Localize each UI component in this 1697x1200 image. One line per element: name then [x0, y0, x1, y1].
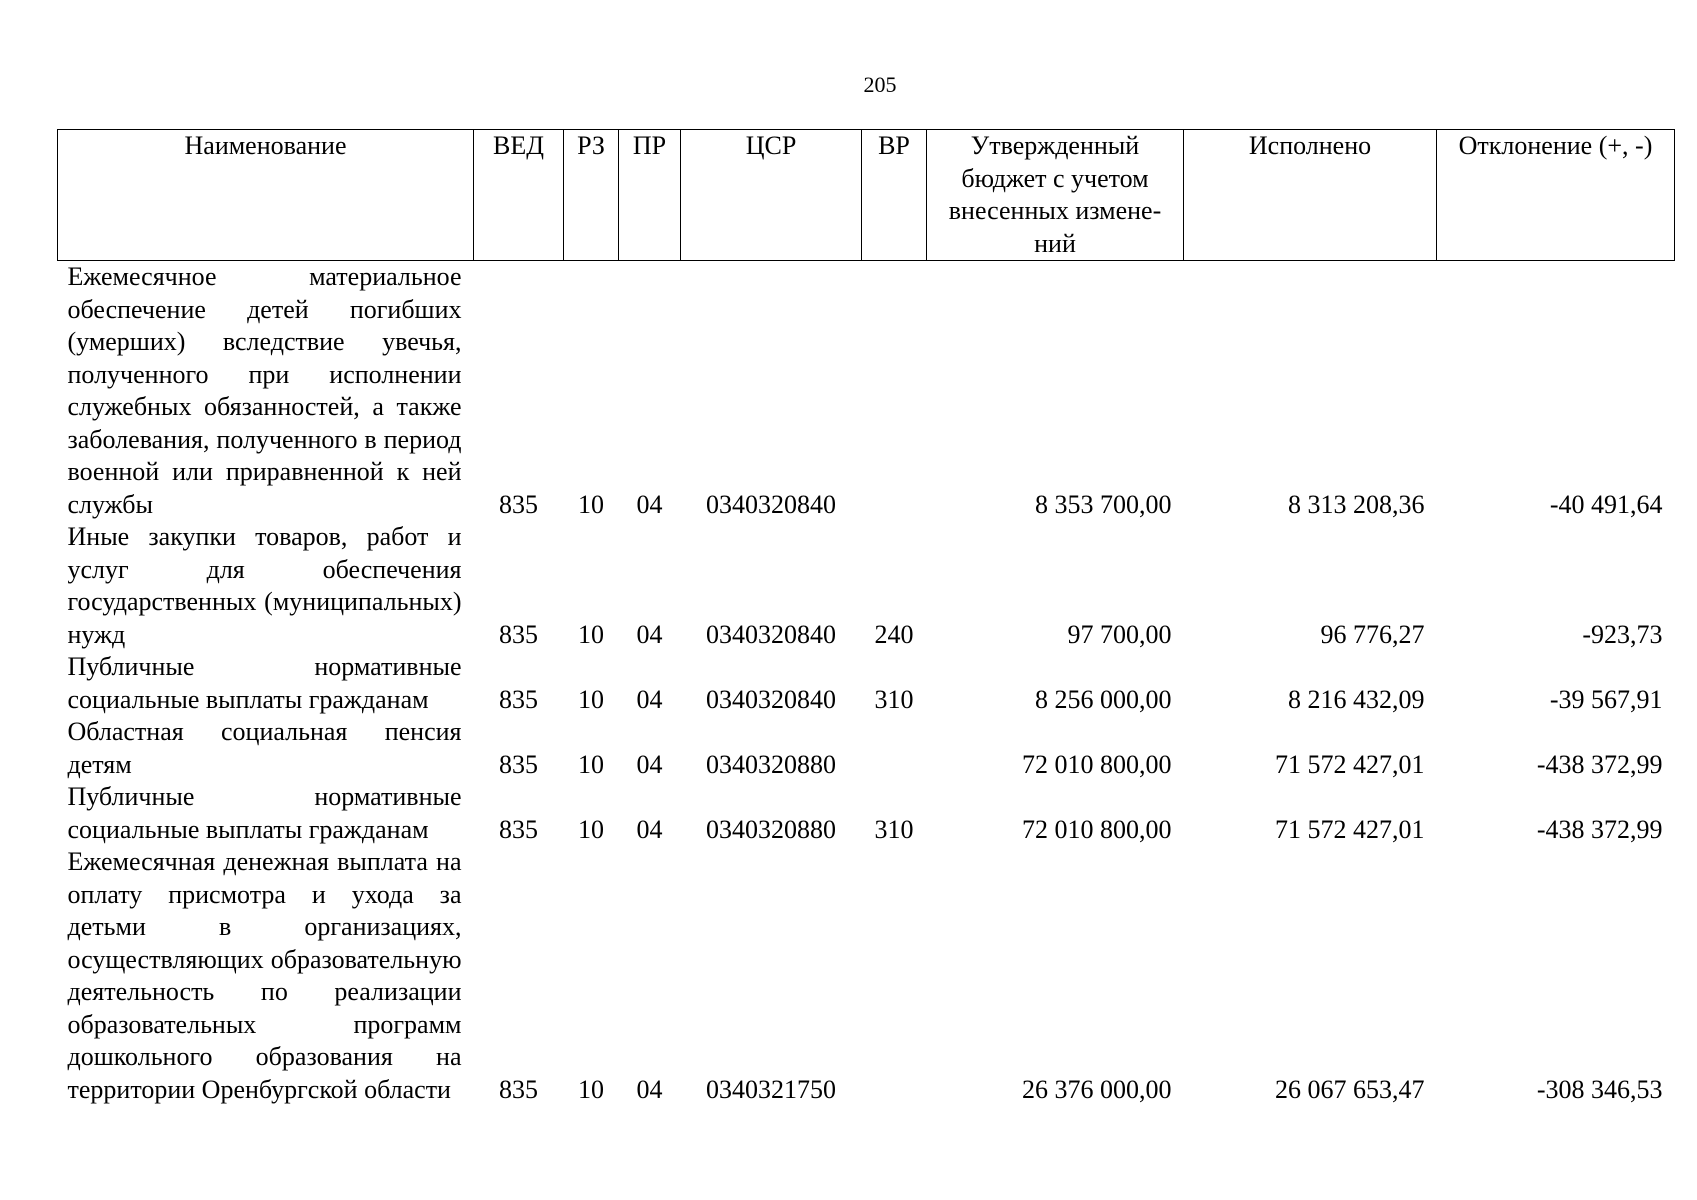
header-csr: ЦСР	[681, 130, 862, 261]
table-row	[58, 846, 1675, 1106]
row-csr: 0340320840	[706, 619, 836, 649]
row-rz: 10	[578, 489, 604, 519]
header-deviation: Отклонение (+, -)	[1437, 130, 1675, 261]
row-plan: 72 010 800,00	[1022, 749, 1172, 779]
row-ved: 835	[499, 619, 538, 649]
table-body	[58, 261, 1675, 1107]
row-name: Ежемесячное материальное обеспечение детей погибших (умерших) вследствие увечья, полученного при исполнении служебных обязанностей, а также заболевания, полученного в период военной или приравненной к ней службы	[67, 262, 462, 519]
row-ved: 835	[499, 684, 538, 714]
row-done: 71 572 427,01	[1275, 814, 1425, 844]
row-vr: 240	[874, 619, 914, 649]
row-name: Иные закупки товаров, работ и услуг для обеспечения государственных (муниципальных) нужд	[67, 522, 462, 649]
row-plan: 8 353 700,00	[1035, 489, 1172, 519]
row-vr	[862, 846, 927, 1106]
row-pr: 04	[636, 489, 663, 519]
row-done: 96 776,27	[1320, 619, 1425, 649]
row-vr: 310	[874, 814, 914, 844]
row-rz: 10	[578, 684, 604, 714]
table-row	[58, 716, 1675, 781]
row-pr: 04	[636, 619, 663, 649]
table-header	[58, 130, 1675, 261]
row-ved: 835	[499, 749, 538, 779]
row-ved: 835	[499, 1074, 538, 1104]
row-plan: 72 010 800,00	[1022, 814, 1172, 844]
header-done: Исполнено	[1184, 130, 1437, 261]
row-rz: 10	[578, 1074, 604, 1104]
row-csr: 0340320880	[706, 814, 836, 844]
row-csr: 0340320840	[706, 489, 836, 519]
row-done: 8 313 208,36	[1288, 489, 1425, 519]
row-vr: 310	[874, 684, 914, 714]
row-deviation: -438 372,99	[1536, 814, 1663, 844]
row-ved: 835	[499, 489, 538, 519]
row-csr: 0340321750	[706, 1074, 836, 1104]
header-row	[58, 130, 1675, 261]
row-pr: 04	[636, 1074, 663, 1104]
header-vr: ВР	[862, 130, 927, 261]
row-deviation: -923,73	[1582, 619, 1663, 649]
row-plan: 26 376 000,00	[1022, 1074, 1172, 1104]
row-plan: 97 700,00	[1067, 619, 1172, 649]
row-name: Ежемесячная денежная выплата на оплату присмотра и ухода за детьми в организациях, осуществляющих образовательную деятельность по реализации образовательных программ дошкольного образования на территории Оренбургской области	[67, 847, 462, 1104]
row-pr: 04	[636, 684, 663, 714]
row-rz: 10	[578, 814, 604, 844]
row-vr	[862, 261, 927, 522]
row-deviation: -308 346,53	[1536, 1074, 1663, 1104]
header-rz: РЗ	[564, 130, 619, 261]
budget-table-container	[57, 129, 1675, 1106]
row-pr: 04	[636, 814, 663, 844]
row-done: 71 572 427,01	[1275, 749, 1425, 779]
row-deviation: -39 567,91	[1549, 684, 1663, 714]
row-name: Областная социальная пенсия детям	[67, 717, 462, 779]
header-pr: ПР	[619, 130, 681, 261]
header-ved: ВЕД	[474, 130, 564, 261]
budget-execution-table	[57, 129, 1675, 1106]
header-name: Наименование	[58, 130, 474, 261]
row-name: Публичные нормативные социальные выплаты гражданам	[67, 782, 462, 844]
row-rz: 10	[578, 619, 604, 649]
row-vr	[862, 716, 927, 781]
row-done: 8 216 432,09	[1288, 684, 1425, 714]
row-deviation: -438 372,99	[1536, 749, 1663, 779]
row-deviation: -40 491,64	[1549, 489, 1663, 519]
row-plan: 8 256 000,00	[1035, 684, 1172, 714]
row-csr: 0340320880	[706, 749, 836, 779]
table-row	[58, 521, 1675, 651]
header-plan: Утвержденный бюджет с учетом внесенных измене-ний	[927, 130, 1184, 261]
table-row	[58, 781, 1675, 846]
row-pr: 04	[636, 749, 663, 779]
row-name: Публичные нормативные социальные выплаты гражданам	[67, 652, 462, 714]
table-row	[58, 651, 1675, 716]
row-csr: 0340320840	[706, 684, 836, 714]
row-done: 26 067 653,47	[1275, 1074, 1425, 1104]
row-ved: 835	[499, 814, 538, 844]
page-number: 205	[863, 72, 897, 97]
row-rz: 10	[578, 749, 604, 779]
table-row	[58, 261, 1675, 522]
